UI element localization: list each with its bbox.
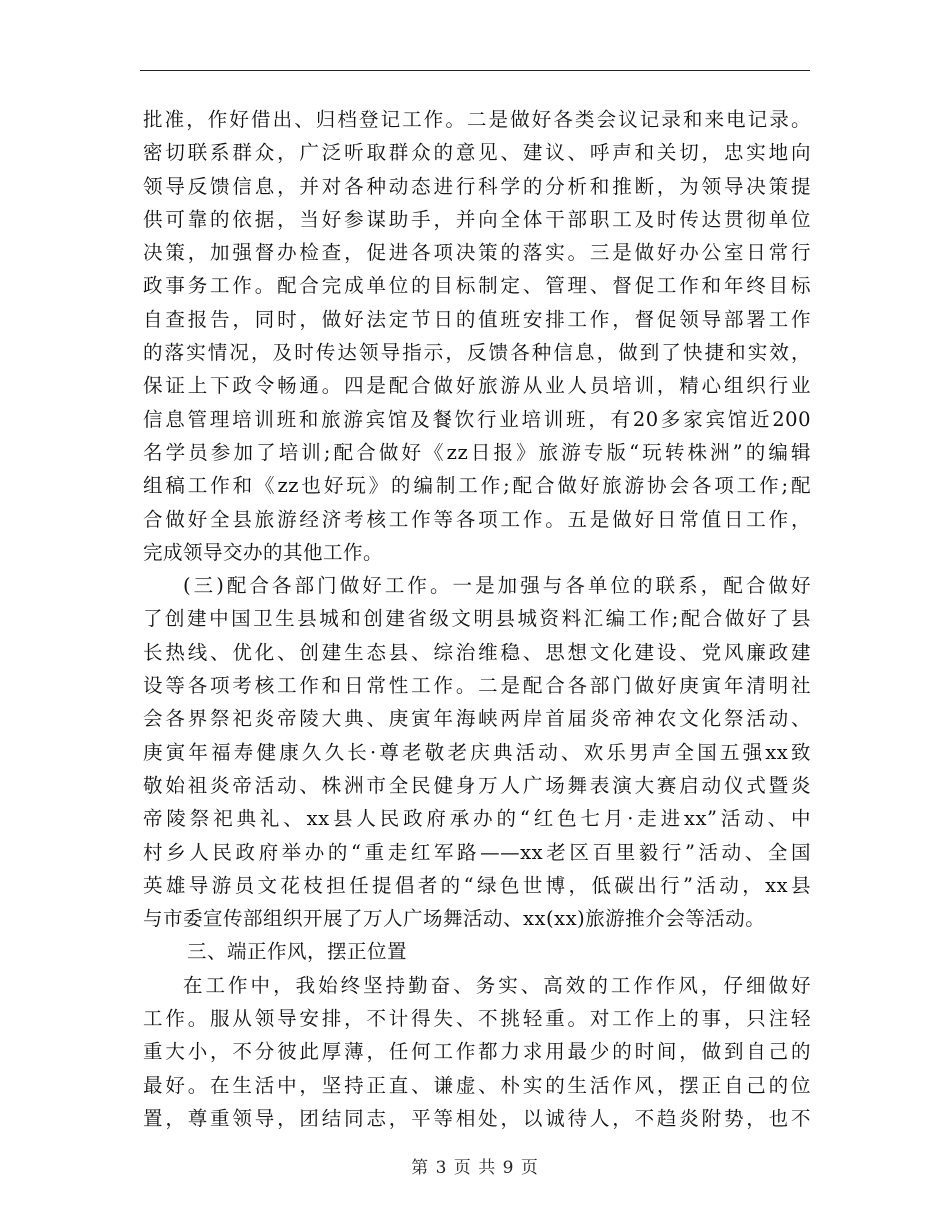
text-line: 村乡人民政府举办的“重走红军路——xx老区百里毅行”活动、全国 — [143, 840, 811, 864]
text-line: 置，尊重领导，团结同志，平等相处，以诚待人，不趋炎附势，也不 — [143, 1106, 811, 1130]
text-line: 设等各项考核工作和日常性工作。二是配合各部门做好庚寅年清明社 — [143, 674, 811, 698]
text-line: 会各界祭祀炎帝陵大典、庚寅年海峡两岸首届炎帝神农文化祭活动、 — [143, 707, 811, 731]
text-line: 密切联系群众，广泛听取群众的意见、建议、呼声和关切，忠实地向 — [143, 141, 811, 165]
text-line: 与市委宣传部组织开展了万人广场舞活动、xx(xx)旅游推介会等活动。 — [143, 907, 766, 931]
section-heading: 三、端正作风，摆正位置 — [187, 940, 408, 964]
text-line: 信息管理培训班和旅游宾馆及餐饮行业培训班，有20多家宾馆近200 — [143, 407, 811, 431]
text-line: 工作。服从领导安排，不计得失、不挑轻重。对工作上的事，只注轻 — [143, 1007, 811, 1031]
text-line: 名学员参加了培训;配合做好《zz日报》旅游专版“玩转株洲”的编辑 — [143, 440, 811, 464]
text-line: 合做好全县旅游经济考核工作等各项工作。五是做好日常值日工作， — [143, 507, 811, 531]
text-line: 英雄导游员文花枝担任提倡者的“绿色世博，低碳出行”活动，xx县 — [143, 873, 811, 897]
text-line: 的落实情况，及时传达领导指示，反馈各种信息，做到了快捷和实效， — [143, 341, 811, 365]
text-line: 保证上下政令畅通。四是配合做好旅游从业人员培训，精心组织行业 — [143, 374, 811, 398]
paragraph-start-line: 在工作中，我始终坚持勤奋、务实、高效的工作作风，仔细做好 — [183, 973, 811, 997]
paragraph-start-line: (三)配合各部门做好工作。一是加强与各单位的联系，配合做好 — [183, 574, 811, 598]
text-line: 完成领导交办的其他工作。 — [143, 540, 384, 564]
text-line: 长热线、优化、创建生态县、综治维稳、思想文化建设、党风廉政建 — [143, 640, 811, 664]
body-text — [143, 103, 811, 1135]
text-line: 敬始祖炎帝活动、株洲市全民健身万人广场舞表演大赛启动仪式暨炎 — [143, 773, 811, 797]
text-line: 帝陵祭祀典礼、xx县人民政府承办的“红色七月·走进xx”活动、中 — [143, 807, 811, 831]
text-line: 组稿工作和《zz也好玩》的编制工作;配合做好旅游协会各项工作;配 — [143, 474, 811, 498]
text-line: 最好。在生活中，坚持正直、谦虚、朴实的生活作风，摆正自己的位 — [143, 1073, 811, 1097]
text-line: 重大小，不分彼此厚薄，任何工作都力求用最少的时间，做到自己的 — [143, 1040, 811, 1064]
text-line: 政事务工作。配合完成单位的目标制定、管理、督促工作和年终目标 — [143, 274, 811, 298]
text-line: 领导反馈信息，并对各种动态进行科学的分析和推断，为领导决策提 — [143, 174, 811, 198]
text-line: 批准，作好借出、归档登记工作。二是做好各类会议记录和来电记录。 — [143, 108, 811, 131]
header-rule — [140, 70, 810, 71]
text-line: 自查报告，同时，做好法定节日的值班安排工作，督促领导部署工作 — [143, 307, 811, 331]
text-line: 决策，加强督办检查，促进各项决策的落实。三是做好办公室日常行 — [143, 241, 811, 265]
text-line: 供可靠的依据，当好参谋助手，并向全体干部职工及时传达贯彻单位 — [143, 207, 811, 231]
page-number: 第 3 页 共 9 页 — [411, 1158, 539, 1178]
text-line: 庚寅年福寿健康久久长·尊老敬老庆典活动、欢乐男声全国五强xx致 — [143, 740, 811, 764]
text-line: 了创建中国卫生县城和创建省级文明县城资料汇编工作;配合做好了县 — [143, 607, 811, 631]
page-footer — [0, 1153, 950, 1178]
